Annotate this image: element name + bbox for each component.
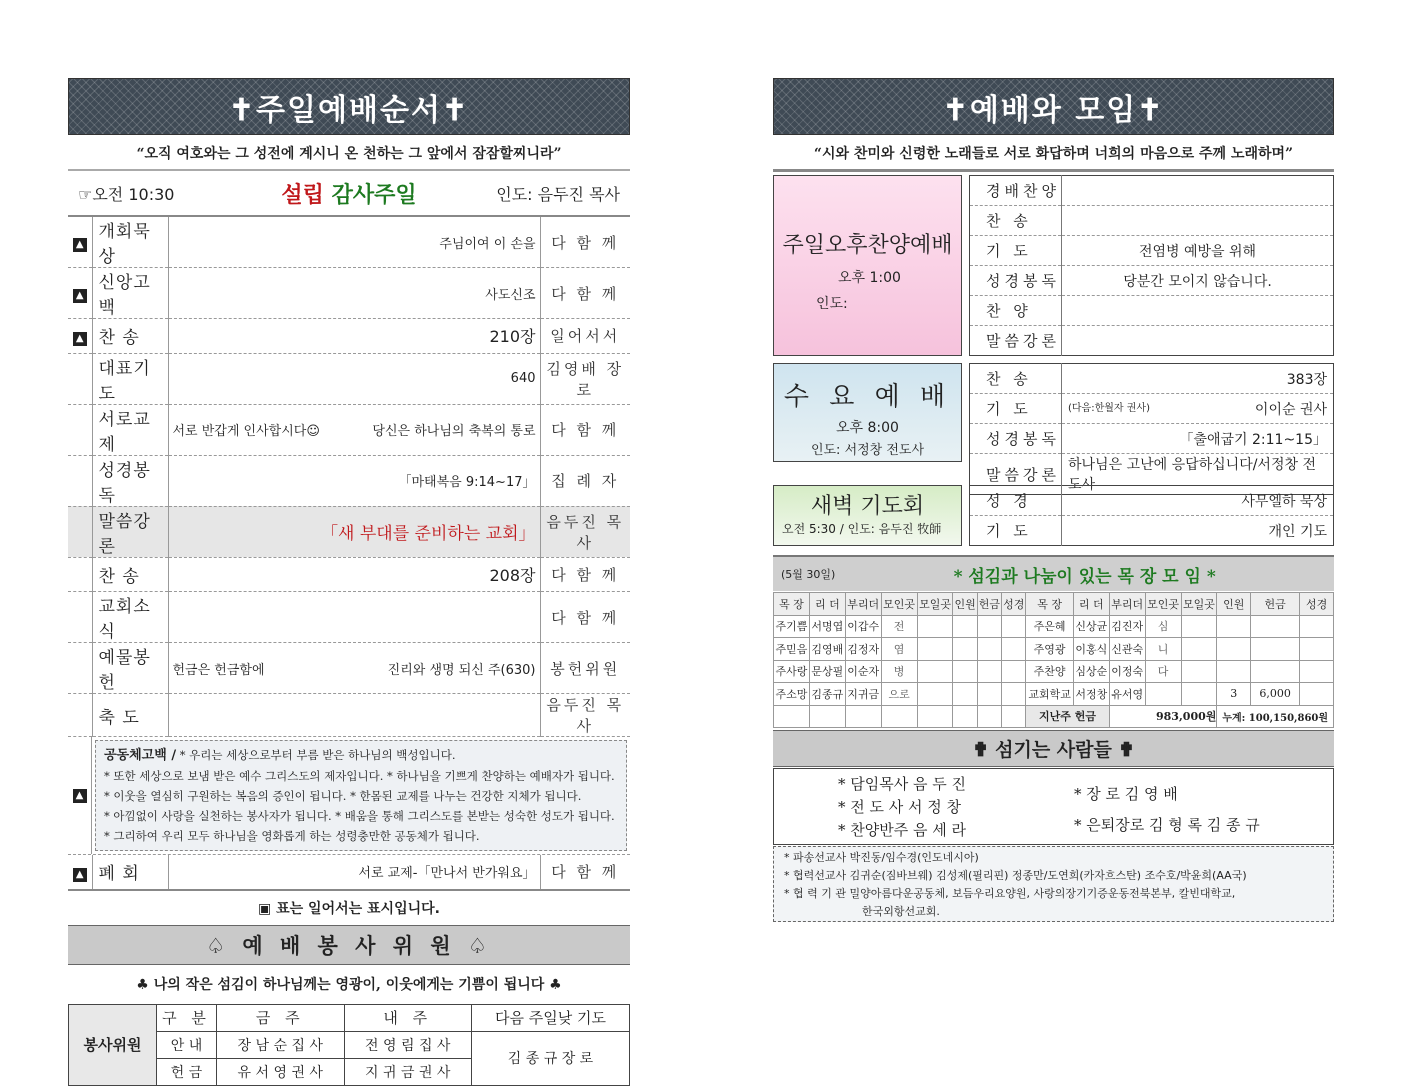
mission-line: * 파송선교사 박진동/임수경(인도네시아)	[784, 851, 979, 864]
meeting-cell: 병	[881, 660, 917, 683]
order-detail	[168, 404, 540, 455]
order-performer: 다 함 께	[540, 855, 630, 890]
servant-item: * 전 도 사 서 정 창	[838, 798, 962, 816]
stand-cell	[68, 557, 92, 592]
servants-left	[774, 769, 1054, 844]
service-header	[68, 171, 630, 217]
stand-cell	[68, 217, 92, 268]
order-row	[68, 643, 630, 694]
service-leader: 인도: 음두진 목사	[496, 184, 620, 204]
servant-item: * 담임목사 음 두 진	[838, 775, 967, 793]
stand-up-icon: ▲	[73, 868, 87, 882]
order-detail	[168, 455, 540, 506]
order-performer: 다 함 께	[540, 557, 630, 592]
grid-key: 기 도	[970, 516, 1062, 546]
order-note: 서로 반갑게 인사합시다☺	[172, 424, 320, 439]
meeting-col-header: 헌금	[977, 593, 1001, 616]
wednesday-time: 오후 8:00	[836, 420, 899, 436]
grid-main: 383장	[1286, 371, 1327, 388]
grid-key: 찬 양	[970, 296, 1062, 326]
meeting-cell	[953, 638, 977, 661]
meeting-cell: 주은혜	[1026, 615, 1073, 638]
creed-title: 공동체고백 /	[104, 748, 177, 763]
meeting-cell	[1181, 638, 1217, 661]
meeting-col-header: 모일곳	[917, 593, 953, 616]
order-value: 210장	[489, 327, 536, 347]
afternoon-lead: 인도:	[816, 296, 848, 312]
meeting-cell	[953, 705, 977, 728]
order-value: 당신은 하나님의 축복의 통로	[372, 424, 536, 439]
meeting-cell	[1300, 638, 1334, 661]
offering-total: 누계: 100,150,860원	[1217, 705, 1334, 728]
meeting-col-header: 목 장	[1026, 593, 1073, 616]
afternoon-time: 오후 1:00	[838, 270, 901, 286]
meeting-cell	[953, 683, 977, 706]
volunteer-table	[68, 1004, 630, 1086]
grid-value	[1062, 176, 1334, 206]
meeting-col-header: 부리더	[845, 593, 881, 616]
wednesday-table	[969, 363, 1334, 495]
meeting-cell: 염	[881, 638, 917, 661]
meeting-col-header: 부리더	[1109, 593, 1145, 616]
creed-stand	[68, 737, 92, 854]
creed-box	[95, 740, 627, 851]
meeting-cell: 니	[1145, 638, 1181, 661]
stand-note: ▣ 표는 일어서는 표시입니다.	[258, 900, 440, 917]
grid-main: 이이순 권사	[1254, 401, 1327, 418]
meeting-cell	[809, 705, 845, 728]
servant-item: * 장 로 김 영 배	[1074, 785, 1178, 803]
grid-value: 전염병 예방을 위해	[1062, 236, 1334, 266]
meeting-cell: 이정숙	[1109, 660, 1145, 683]
creed-line: * 아낌없이 사랑을 실천하는 봉사자가 됩니다. * 배움을 통해 그리스도를 본받는 성숙한 성도가 됩니다.	[104, 809, 615, 823]
stand-up-icon: ▲	[73, 238, 87, 252]
meeting-row	[774, 615, 1334, 638]
service-time: ☞오전 10:30	[78, 184, 175, 204]
meeting-cell: 주믿음	[774, 638, 810, 661]
meeting-cell: 김종규	[809, 683, 845, 706]
servants-box	[773, 768, 1334, 845]
grid-key: 성경봉독	[970, 266, 1062, 296]
meeting-cell: 서정창	[1073, 683, 1109, 706]
meeting-cell	[1181, 660, 1217, 683]
order-name: 폐 회	[92, 855, 168, 890]
stand-cell	[68, 643, 92, 694]
stand-cell	[68, 455, 92, 506]
stand-up-icon: ▲	[73, 332, 87, 346]
order-name: 서로교제	[92, 404, 168, 455]
grid-value	[1062, 364, 1334, 394]
meeting-cell: 문상필	[809, 660, 845, 683]
meeting-col-header: 인원	[1217, 593, 1251, 616]
meeting-cell: 주영광	[1026, 638, 1073, 661]
meeting-cell	[917, 705, 953, 728]
grid-row	[970, 394, 1334, 424]
vol-cell: 장 남 순 집 사	[217, 1031, 345, 1058]
meeting-header	[773, 555, 1334, 591]
meeting-col-header: 리 더	[809, 593, 845, 616]
order-detail	[168, 592, 540, 643]
meeting-cell: 주찬양	[1026, 660, 1073, 683]
order-row	[68, 694, 630, 737]
volunteer-quote: ♣ 나의 작은 섬김이 하나님께는 영광이, 이웃에게는 기쁨이 됩니다 ♣	[136, 976, 562, 993]
wednesday-lead: 인도: 서정창 전도사	[810, 443, 925, 458]
order-name: 개회묵상	[92, 217, 168, 268]
grid-key: 찬 송	[970, 364, 1062, 394]
vol-cell: 지 귀 금 권 사	[344, 1058, 472, 1085]
meeting-cell: 전	[881, 615, 917, 638]
wednesday-card	[773, 363, 962, 462]
right-title-banner: ✝예배와 모임✝	[773, 78, 1334, 135]
grid-key: 성 경	[970, 486, 1062, 516]
meeting-cell: 유서영	[1109, 683, 1145, 706]
meeting-date: (5월 30일)	[781, 568, 836, 581]
meeting-row	[774, 683, 1334, 706]
meeting-cell: 으로	[881, 683, 917, 706]
mission-line: 한국외항선교회.	[862, 905, 940, 918]
stand-cell	[68, 268, 92, 319]
meeting-cell	[1181, 683, 1217, 706]
meeting-cell	[977, 660, 1001, 683]
order-detail	[168, 319, 540, 354]
order-name: 예물봉헌	[92, 643, 168, 694]
col-header: 내 주	[344, 1004, 472, 1031]
order-performer: 음두진 목사	[540, 506, 630, 557]
grid-row	[970, 326, 1334, 356]
meeting-col-header: 리 더	[1073, 593, 1109, 616]
meeting-cell	[1002, 638, 1026, 661]
order-detail	[168, 353, 540, 404]
order-row	[68, 268, 630, 319]
meeting-cell	[1145, 683, 1181, 706]
creed-line: * 우리는 세상으로부터 부름 받은 하나님의 백성입니다.	[179, 748, 456, 762]
order-name: 말씀강론	[92, 506, 168, 557]
meeting-cell	[774, 705, 810, 728]
creed-row	[68, 737, 630, 855]
order-performer: 다 함 께	[540, 217, 630, 268]
order-row	[68, 455, 630, 506]
meeting-cell	[1300, 615, 1334, 638]
grid-value	[1062, 394, 1334, 424]
meeting-col-header: 인원	[953, 593, 977, 616]
offering-row	[774, 705, 1334, 728]
order-name: 대표기도	[92, 353, 168, 404]
meeting-cell: 김진자	[1109, 615, 1145, 638]
col-header: 구 분	[157, 1004, 217, 1031]
meeting-cell	[1181, 615, 1217, 638]
creed-line: * 이웃을 열심히 구원하는 복음의 증인이 됩니다. * 한몸된 교제를 나누는 건강한 지체가 됩니다.	[104, 789, 582, 803]
meeting-cell	[917, 683, 953, 706]
stand-cell	[68, 592, 92, 643]
stand-cell	[68, 319, 92, 354]
meeting-head-row	[774, 593, 1334, 616]
meeting-cell: 신관숙	[1109, 638, 1145, 661]
meeting-cell: 주소망	[774, 683, 810, 706]
meeting-cell: 이홍식	[1073, 638, 1109, 661]
order-name: 찬 송	[92, 319, 168, 354]
vol-cell: 안 내	[157, 1031, 217, 1058]
col-header: 금 주	[217, 1004, 345, 1031]
meeting-cell: 다	[1145, 660, 1181, 683]
volunteer-label: 봉사위원	[69, 1004, 157, 1085]
order-name: 신앙고백	[92, 268, 168, 319]
dawn-title: 새벽 기도회	[810, 494, 925, 519]
order-value: 사도신조	[485, 287, 536, 303]
volunteer-title: ♤ 예 배 봉 사 위 원 ♤	[68, 925, 630, 965]
meeting-col-header: 모인곳	[881, 593, 917, 616]
meeting-cell	[1002, 615, 1026, 638]
stand-cell	[68, 404, 92, 455]
order-name: 교회소식	[92, 592, 168, 643]
meeting-cell: 이순자	[845, 660, 881, 683]
vol-cell: 헌 금	[157, 1058, 217, 1085]
meeting-cell: 3	[1217, 683, 1251, 706]
grid-row	[970, 206, 1334, 236]
afternoon-table	[969, 175, 1334, 356]
creed-line: * 또한 세상으로 보냄 받은 예수 그리스도의 제자입니다. * 하나님을 기쁘게 찬양하는 예배자가 됩니다.	[104, 769, 615, 783]
theme-part-a: 설립	[281, 181, 324, 208]
theme-part-b: 감사주일	[331, 181, 417, 208]
order-row	[68, 217, 630, 268]
order-name: 찬 송	[92, 557, 168, 592]
worship-order-table	[68, 217, 630, 737]
offering-label: 지난주 헌금	[1026, 705, 1109, 728]
meeting-cell: 교회학교	[1026, 683, 1073, 706]
meeting-cell	[977, 638, 1001, 661]
order-performer: 다 함 께	[540, 404, 630, 455]
grid-value: 당분간 모이지 않습니다.	[1062, 266, 1334, 296]
servant-item: * 은퇴장로 김 형 록 김 종 규	[1074, 816, 1260, 834]
order-performer: 일어서서	[540, 319, 630, 354]
order-detail	[168, 268, 540, 319]
meeting-title: * 섬김과 나눔이 있는 목 장 모 임 *	[953, 566, 1216, 587]
order-value: 「새 부대를 준비하는 교회」	[321, 524, 536, 544]
stand-cell	[68, 506, 92, 557]
grid-row	[970, 486, 1334, 516]
dawn-table	[969, 485, 1334, 546]
meeting-cell: 서명엽	[809, 615, 845, 638]
meeting-cell: 주기쁨	[774, 615, 810, 638]
order-value: 주님이여 이 손을	[439, 236, 536, 252]
servant-item: * 찬양반주 음 세 라	[838, 821, 967, 839]
stand-up-icon: ▲	[73, 289, 87, 303]
meeting-cell	[1217, 615, 1251, 638]
grid-key: 찬 송	[970, 206, 1062, 236]
grid-note: (다음:한월자 권사)	[1068, 402, 1150, 414]
stand-up-icon: ▲	[73, 789, 87, 803]
meeting-row	[774, 638, 1334, 661]
order-value: 진리와 생명 되신 주(630)	[387, 662, 536, 678]
meeting-col-header: 헌금	[1251, 593, 1300, 616]
wednesday-title: 수 요 예 배	[783, 382, 952, 412]
order-performer: 집 례 자	[540, 455, 630, 506]
grid-row	[970, 516, 1334, 546]
stand-cell	[68, 353, 92, 404]
grid-value	[1062, 326, 1334, 356]
order-value: 640	[510, 371, 536, 386]
servants-right	[1054, 769, 1333, 844]
order-row	[68, 353, 630, 404]
dawn-sub: 오전 5:30 / 인도: 음두진 牧師	[782, 522, 942, 536]
grid-main: 「출애굽기 2:11~15」	[1179, 431, 1327, 448]
offering-last: 983,000원	[1109, 705, 1217, 728]
order-detail	[168, 217, 540, 268]
order-row	[68, 506, 630, 557]
grid-row	[970, 424, 1334, 454]
grid-key: 말씀강론	[970, 454, 1062, 495]
order-detail	[168, 557, 540, 592]
mission-line: * 협 력 기 관 밀양아름다운공동체, 보듬우리요양원, 사랑의장기기증운동전북본부, 칼빈대학교,	[784, 887, 1236, 900]
meeting-cell: 김정자	[845, 638, 881, 661]
meeting-cell	[1002, 660, 1026, 683]
meeting-cell: 주사랑	[774, 660, 810, 683]
meeting-col-header: 모일곳	[1181, 593, 1217, 616]
grid-row	[970, 266, 1334, 296]
order-value: 「마태복음 9:14~17」	[398, 475, 536, 490]
meeting-cell: 이갑수	[845, 615, 881, 638]
meeting-cell	[953, 660, 977, 683]
meeting-cell: 6,000	[1251, 683, 1300, 706]
grid-row	[970, 236, 1334, 266]
left-quote: “오직 여호와는 그 성전에 계시니 온 천하는 그 앞에서 잠잠할찌니라”	[68, 135, 630, 171]
order-performer: 음두진 목사	[540, 694, 630, 737]
missions-box	[773, 846, 1334, 922]
order-detail	[168, 643, 540, 694]
afternoon-title: 주일오후찬양예배	[782, 233, 953, 258]
grid-key: 경배찬양	[970, 176, 1062, 206]
grid-note: 하나님은 고난에 응답하십니다/서정창 전도사	[1068, 457, 1316, 493]
meeting-cell	[1251, 660, 1300, 683]
meeting-cell	[977, 683, 1001, 706]
mission-line: * 협력선교사 김귀순(짐바브웨) 김성제(필리핀) 정종만/도연희(카자흐스탄) 조수호/박윤희(AA국)	[784, 869, 1247, 882]
order-performer: 봉헌위원	[540, 643, 630, 694]
order-name: 성경봉독	[92, 455, 168, 506]
order-detail	[168, 506, 540, 557]
meeting-cell	[1300, 660, 1334, 683]
col-header: 다음 주일낮 기도	[472, 1004, 630, 1031]
grid-key: 성경봉독	[970, 424, 1062, 454]
afternoon-card	[773, 175, 962, 356]
meeting-cell	[1217, 660, 1251, 683]
order-performer: 김영배 장로	[540, 353, 630, 404]
order-name: 축 도	[92, 694, 168, 737]
vol-cell: 전 영 림 집 사	[344, 1031, 472, 1058]
meeting-cell	[917, 660, 953, 683]
right-page	[773, 0, 1334, 918]
meeting-cell	[1251, 615, 1300, 638]
order-row	[68, 592, 630, 643]
order-performer: 다 함 께	[540, 268, 630, 319]
meeting-cell	[917, 638, 953, 661]
grid-row	[970, 176, 1334, 206]
order-value: 208장	[489, 565, 536, 585]
meeting-col-header: 성경	[1300, 593, 1334, 616]
meeting-col-header: 목 장	[774, 593, 810, 616]
grid-row	[970, 296, 1334, 326]
meeting-col-header: 성경	[1002, 593, 1026, 616]
meeting-col-header: 모인곳	[1145, 593, 1181, 616]
left-page	[68, 0, 630, 1086]
order-detail: 서로 교제-「만나서 반가워요」	[168, 855, 540, 890]
closing-table	[68, 855, 630, 891]
servants-title: ✟ 섬기는 사람들 ✟	[773, 730, 1334, 767]
grid-key: 기 도	[970, 236, 1062, 266]
order-row	[68, 557, 630, 592]
dawn-card	[773, 485, 962, 546]
meeting-cell	[1002, 683, 1026, 706]
order-performer: 다 함 께	[540, 592, 630, 643]
grid-key: 말씀강론	[970, 326, 1062, 356]
order-note: 헌금은 헌금함에	[172, 662, 265, 678]
meeting-cell	[1002, 705, 1026, 728]
meeting-table	[773, 592, 1334, 728]
meeting-cell: 지귀금	[845, 683, 881, 706]
meeting-cell	[917, 615, 953, 638]
service-theme	[218, 178, 480, 209]
left-title-banner: ✝주일예배순서✝	[68, 78, 630, 135]
meeting-cell	[1251, 638, 1300, 661]
meeting-cell: 심	[1145, 615, 1181, 638]
next-prayer: 김 종 규 장 로	[472, 1031, 630, 1085]
meeting-cell: 심상순	[1073, 660, 1109, 683]
meeting-cell	[977, 705, 1001, 728]
grid-row	[970, 364, 1334, 394]
order-detail	[168, 694, 540, 737]
order-row	[68, 319, 630, 354]
meeting-cell	[1300, 683, 1334, 706]
meeting-cell	[1217, 638, 1251, 661]
meeting-cell	[845, 705, 881, 728]
meeting-cell: 신상균	[1073, 615, 1109, 638]
order-row	[68, 404, 630, 455]
grid-value	[1062, 296, 1334, 326]
meeting-cell	[977, 615, 1001, 638]
meeting-cell	[953, 615, 977, 638]
vol-cell: 유 서 영 권 사	[217, 1058, 345, 1085]
grid-value: 사무엘하 묵상	[1062, 486, 1334, 516]
meeting-cell	[881, 705, 917, 728]
meeting-cell: 김영배	[809, 638, 845, 661]
grid-value	[1062, 424, 1334, 454]
creed-line: * 그리하여 우리 모두 하나님을 영화롭게 하는 성령충만한 공동체가 됩니다.	[104, 829, 480, 843]
right-quote: “시와 찬미와 신령한 노래들로 서로 화답하며 너희의 마음으로 주께 노래하며”	[773, 135, 1334, 172]
meeting-row	[774, 660, 1334, 683]
stand-cell	[68, 694, 92, 737]
grid-key: 기 도	[970, 394, 1062, 424]
grid-value	[1062, 206, 1334, 236]
stand-cell	[68, 855, 92, 890]
grid-value: 개인 기도	[1062, 516, 1334, 546]
